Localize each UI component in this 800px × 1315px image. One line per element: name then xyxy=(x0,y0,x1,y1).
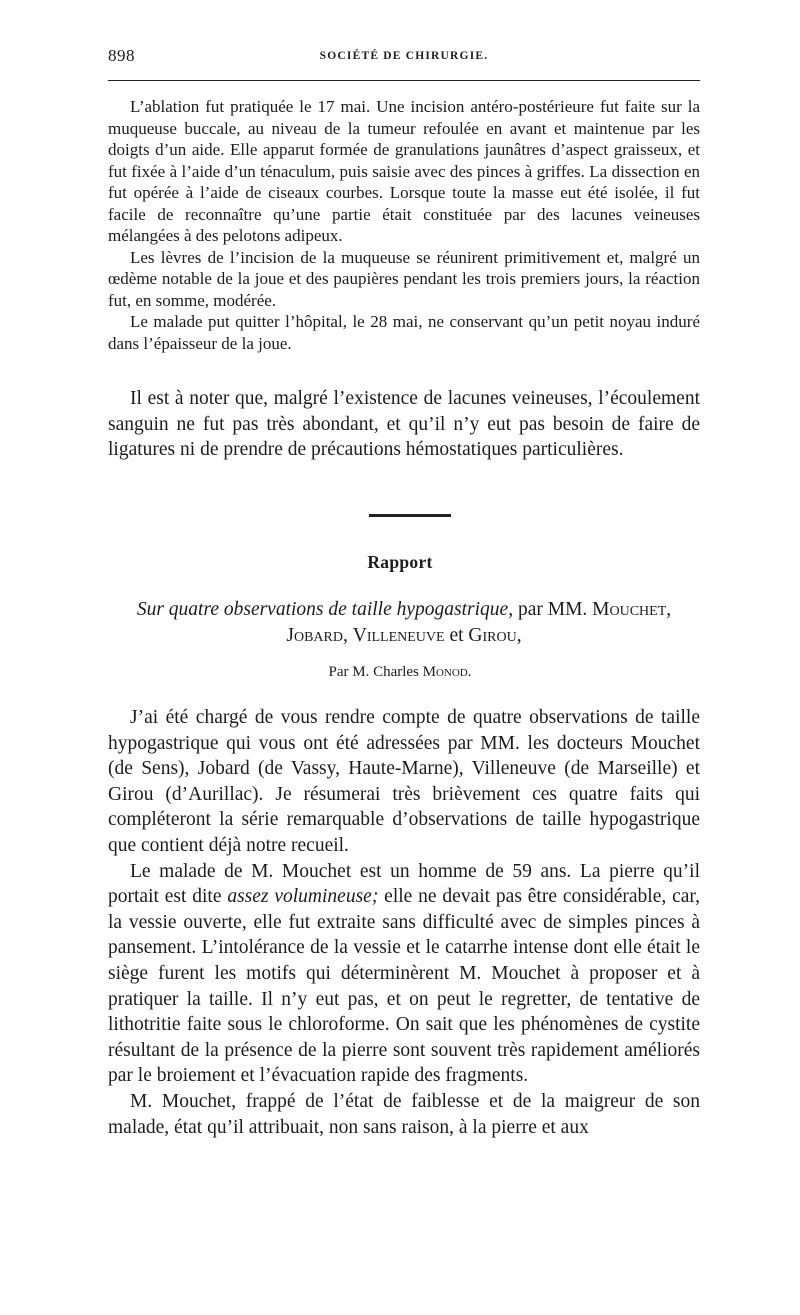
reporter-line: Par M. Charles Monod. xyxy=(328,664,472,680)
page-number: 898 xyxy=(108,46,135,65)
author-name: Mouchet xyxy=(592,599,667,620)
header-rule xyxy=(108,80,700,81)
case-report-closing xyxy=(108,386,700,463)
report-paragraph: M. Mouchet, frappé de l’état de faiblesse et de la maigreur de son malade, état qu’il attribuait, non sans raison, à la pierre et aux xyxy=(108,1090,700,1138)
section-separator xyxy=(369,514,451,517)
case-report-text xyxy=(108,96,700,354)
report-paragraph: J’ai été chargé de vous rendre compte de quatre observations de taille hypogastrique qui vous ont été adressées par MM. les docteurs Mouchet (de Sens), Jobard (de Vassy, Haute-Marne), Villeneuve (de Marseille) et Girou (d’Aurillac). Je résumerai très brièvement ces quatre faits qui compléteront la série remarquable d’observations de taille hypogastrique que contient déjà notre recueil. xyxy=(108,707,700,856)
report-subtitle: Sur quatre observations de taille hypogastrique, par MM. Mouchet, Jobard, Villeneuve et Girou, xyxy=(136,599,672,646)
running-title: SOCIÉTÉ DE CHIRURGIE. xyxy=(319,50,489,62)
closing-paragraph: Il est à noter que, malgré l’existence de lacunes veineuses, l’écoulement sanguin ne fut pas très abondant, et qu’il n’y eut pas besoin de faire de ligatures ni de prendre de précautions hémostatiques particulières. xyxy=(108,388,700,461)
report-body xyxy=(108,705,700,1140)
author-name: Jobard xyxy=(286,625,343,646)
emphasis: assez volumineuse; xyxy=(227,886,379,908)
report-paragraph: Le malade de M. Mouchet est un homme de 59 ans. La pierre qu’il portait est dite assez volumineuse; elle ne devait pas être considérable, car, la vessie ouverte, elle fut extraite sans difficulté avec de simples pinces à pansement. L’intolérance de la vessie et le catarrhe intense dont elle était le siège furent les motifs qui déterminèrent M. Mouchet à proposer et à pratiquer la taille. Il n’y eut pas, et on peut le regretter, de tentative de lithotritie faite sous le chloroforme. On sait que les phénomènes de cystite résultant de la présence de la pierre sont souvent très rapidement améliorés par le broiement et l’évacuation rapide des fragments. xyxy=(108,860,700,1087)
case-paragraph: Le malade put quitter l’hôpital, le 28 mai, ne conservant qu’un petit noyau induré dans l’épaisseur de la joue. xyxy=(108,312,700,353)
case-paragraph: Les lèvres de l’incision de la muqueuse se réunirent primitivement et, malgré un œdème notable de la joue et des paupières pendant les trois premiers jours, la réaction fut, en somme, modérée. xyxy=(108,247,700,310)
reporter-name: Monod xyxy=(422,664,468,680)
page-header xyxy=(108,44,700,74)
case-paragraph: L’ablation fut pratiquée le 17 mai. Une incision antéro-postérieure fut faite sur la muqueuse buccale, au niveau de la tumeur refoulée en avant et maintenue par les doigts d’un aide. Elle apparut formée de granulations jaunâtres d’aspect graisseux, et fut fixée à l’aide d’un ténaculum, puis saisie avec des pinces à griffes. La dissection en fut opérée à l’aide de ciseaux courbes. Lorsque toute la masse eut été isolée, il fut facile de reconnaître qu’une partie était constituée par des lacunes veineuses mélangées à des pelotons adipeux. xyxy=(108,97,700,245)
subtitle-title: Sur quatre observations de taille hypogastrique xyxy=(136,599,509,620)
author-name: Villeneuve xyxy=(352,625,445,646)
section-heading: Rapport xyxy=(367,552,433,572)
author-name: Girou xyxy=(468,625,517,646)
